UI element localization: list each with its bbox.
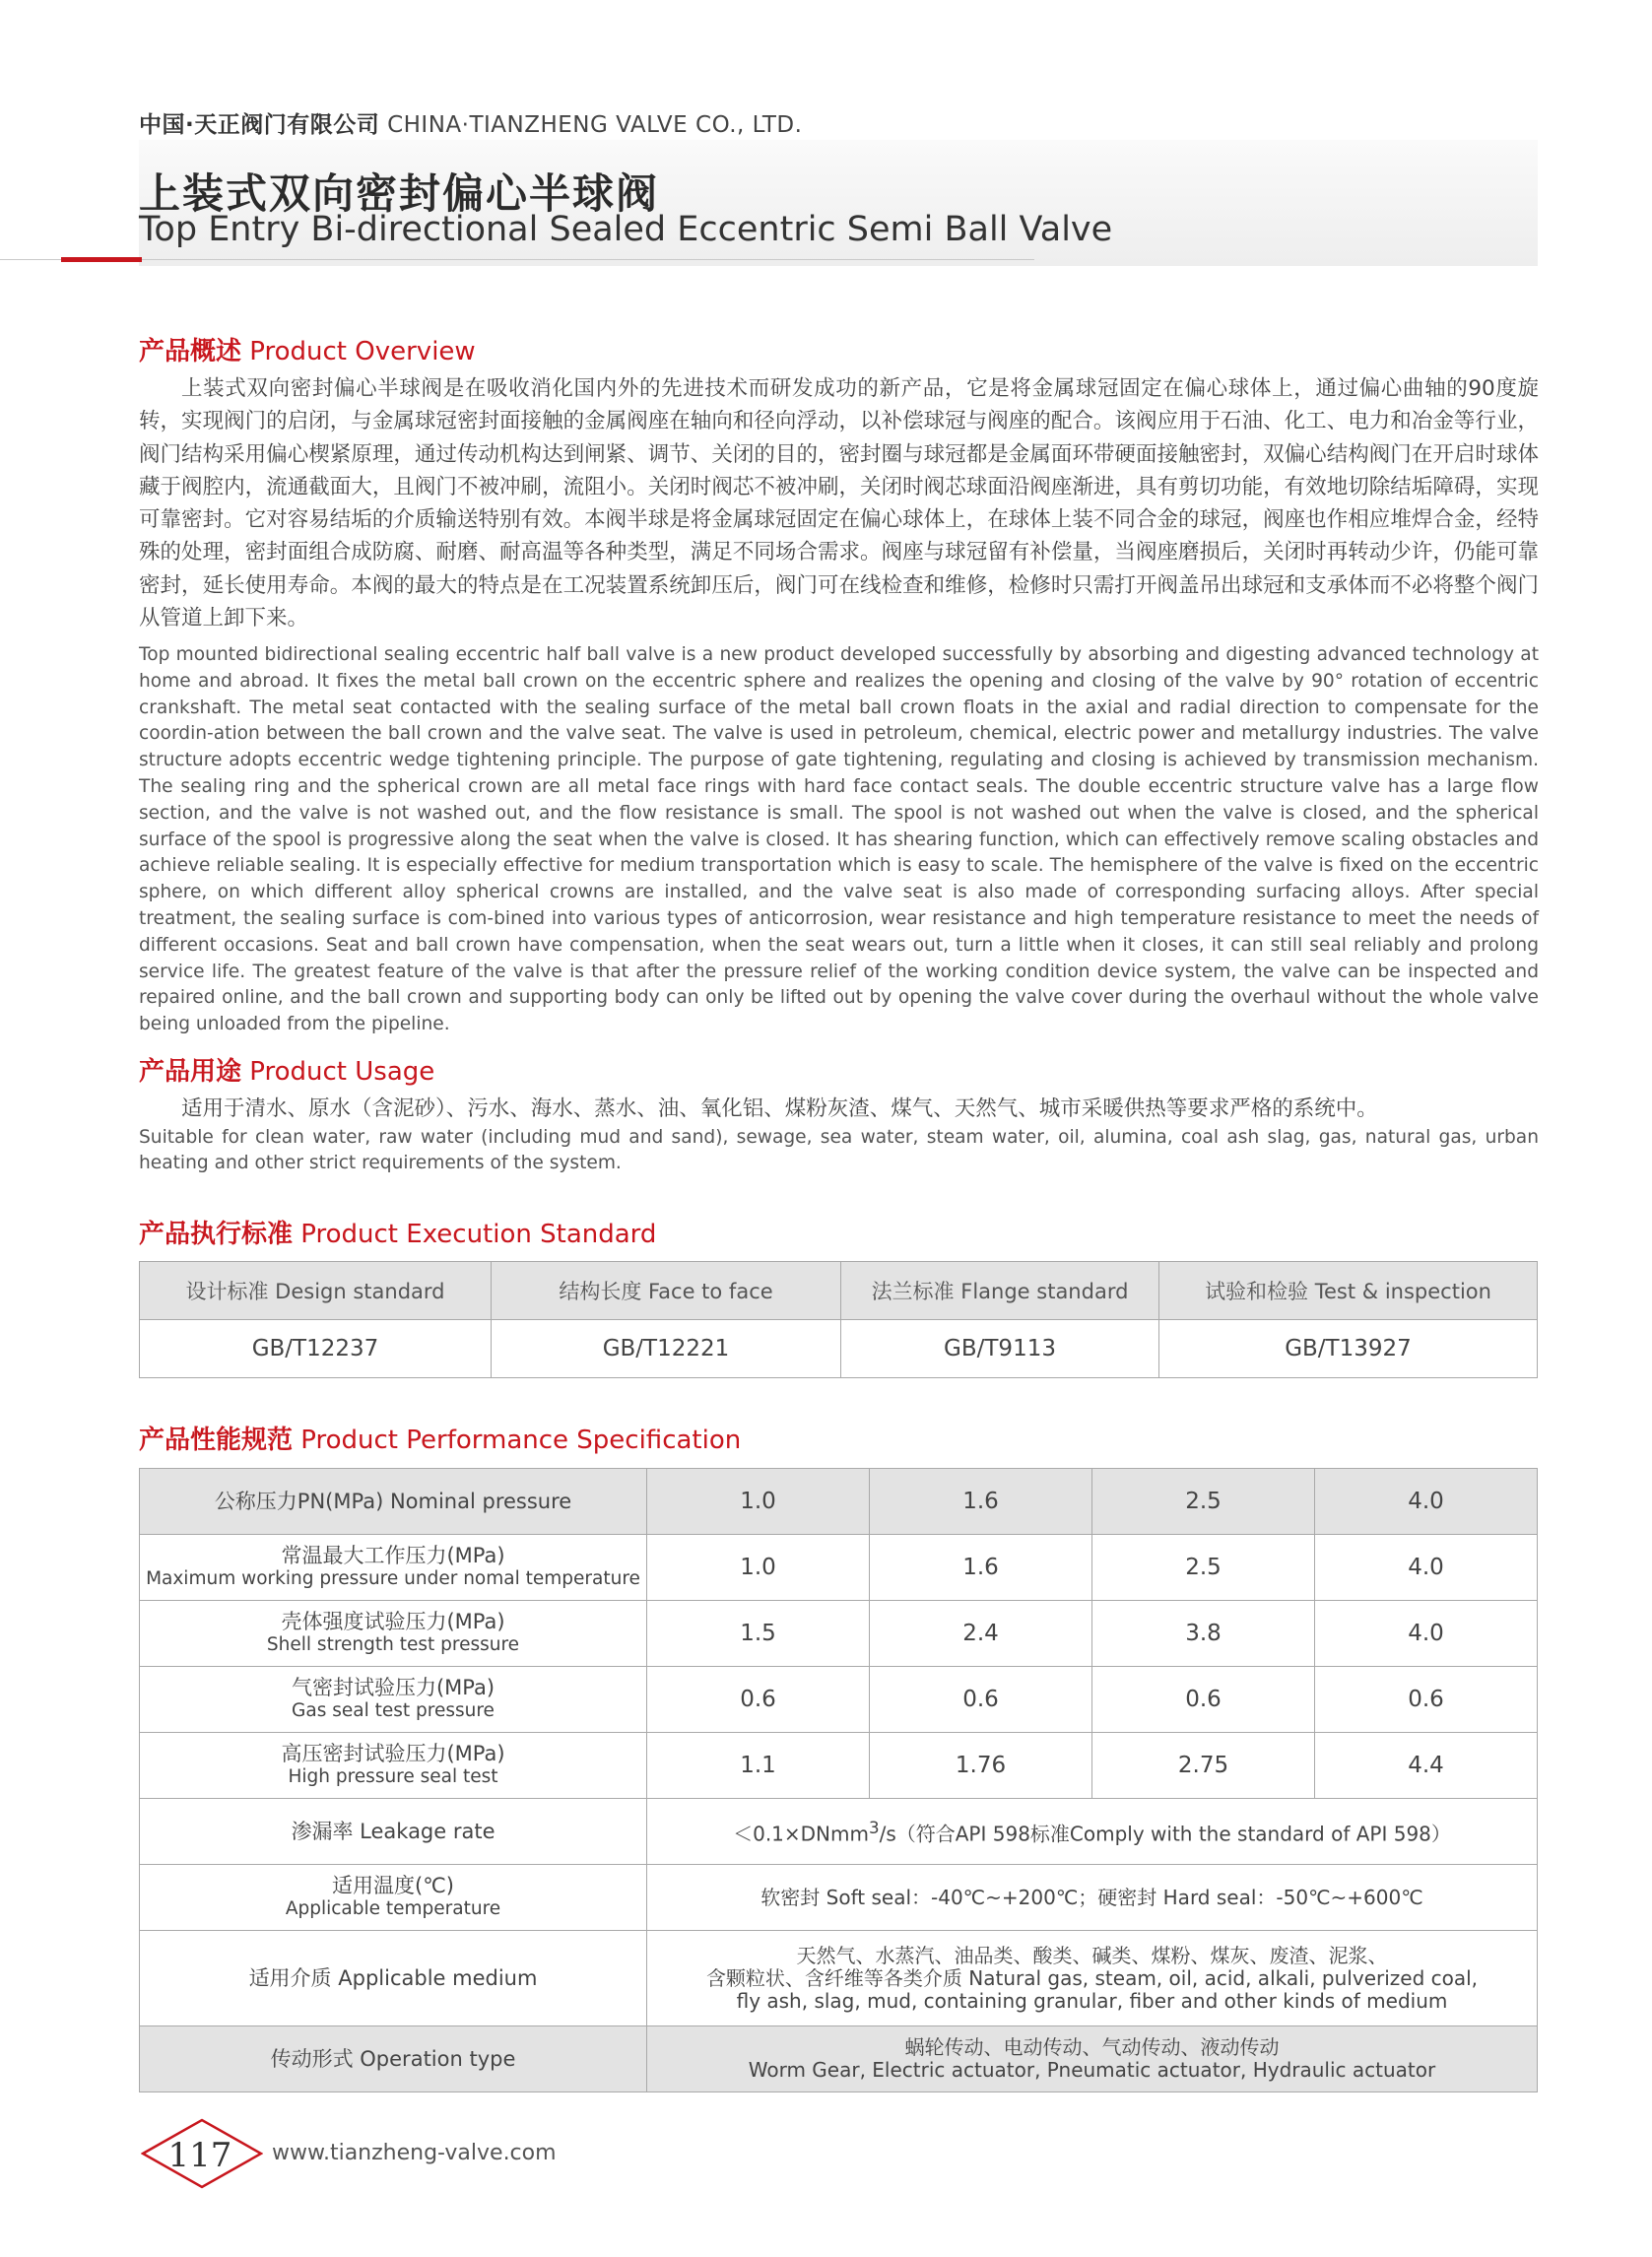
section-title-overview (139, 331, 476, 367)
page-title-cn: 上装式双向密封偏心半球阀 (139, 169, 660, 218)
page-title-en: Top Entry Bi-directional Sealed Eccentric Semi Ball Valve (139, 210, 1113, 249)
value-line: fly ash, slag, mud, containing granular, fiber and other kinds of medium (736, 1988, 1448, 2013)
table-row (140, 1535, 1538, 1601)
table-cell: 4.0 (1315, 1601, 1538, 1667)
company-name (139, 106, 802, 139)
value-line: Worm Gear, Electric actuator, Pneumatic actuator, Hydraulic actuator (748, 2058, 1436, 2082)
table-cell: 0.6 (870, 1667, 1092, 1733)
usage-text-en: Suitable for clean water, raw water (including mud and sand), sewage, sea water, steam water, oil, alumina, coal ash slag, gas, natural gas, urban heating and other strict requirements of the system. (139, 1127, 1539, 1173)
table-cell: 1.6 (870, 1535, 1092, 1601)
label-en: Gas seal test pressure (292, 1700, 495, 1721)
row-label (140, 1469, 647, 1535)
section-title-cn: 产品用途 (139, 1057, 242, 1087)
table-row (140, 1469, 1538, 1535)
table-cell: 2.4 (870, 1601, 1092, 1667)
section-title-cn: 产品性能规范 (139, 1426, 294, 1455)
section-title-en: Product Overview (249, 337, 476, 366)
table-row (140, 1667, 1538, 1733)
label-cn: 壳体强度试验压力(MPa) (281, 1610, 505, 1633)
section-title-cn: 产品概述 (139, 337, 242, 366)
row-label (140, 1535, 647, 1601)
value-line: 蜗轮传动、电动传动、气动传动、液动传动 (904, 2035, 1280, 2059)
table-cell: 4.0 (1315, 1469, 1538, 1535)
value-text: /s（符合API 598标准Comply with the standard of API 598） (879, 1822, 1451, 1846)
table-cell: 1.0 (647, 1535, 870, 1601)
table-cell: 2.5 (1092, 1469, 1315, 1535)
table-cell: GB/T9113 (841, 1320, 1159, 1378)
table-row (140, 1931, 1538, 2026)
leakage-value (647, 1799, 1538, 1865)
header-en: Flange standard (960, 1280, 1129, 1303)
header-en: Face to face (648, 1280, 773, 1303)
table-row (140, 2026, 1538, 2092)
label-en: Leakage rate (360, 1819, 496, 1843)
section-title-en: Product Execution Standard (300, 1220, 657, 1249)
overview-text-en: Top mounted bidirectional sealing eccentric half ball valve is a new product developed successfully by absorbing and digesting advanced technology at home and abroad. It fixes the metal ball crown on the eccentric sphere and realizes the opening and closing of the valve by 90° rotation of eccentric crankshaft. The metal seat contacted with the sealing surface of the metal ball crown floats in the axial and radial direction to compensate for the coordin-ation between the ball crown and the valve seat. The valve is used in petroleum, chemical, electric power and metallurgy industries. The valve structure adopts eccentric wedge tightening principle. The purpose of gate tightening, regulating and closing is achieved by transmission mechanism. The sealing ring and the spherical crown are all metal face rings with hard face contact seals. The double eccentric structure valve has a large flow section, and the valve is not washed out, and the flow resistance is small. The spool is not washed out when the valve is closed, and the spherical surface of the spool is progressive along the seat when the valve is closed. It has shearing function, which can effectively remove scaling obstacles and achieve reliable sealing. It is especially effective for medium transportation which is easy to scale. The hemisphere of the valve is fixed on the eccentric sphere, on which different alloy spherical crowns are installed, and the valve seat is also made of corresponding surfacing alloys. After special treatment, the sealing surface is com-bined into various types of anticorrosion, wear resistance and high temperature resistance to meet the needs of different occasions. Seat and ball crown have compensation, when the seat wears out, turn a little when it closes, it can still seal reliably and prolong service life. The greatest feature of the valve is that after the pressure relief of the working condition device system, the valve can be inspected and repaired online, and the ball crown and supporting body can only be lifted out by opening the valve cover during the overhaul without the whole valve being unloaded from the pipeline. (139, 644, 1539, 1035)
header-accent-bar (61, 257, 142, 262)
table-row (140, 1865, 1538, 1931)
table-header-cell (492, 1262, 841, 1320)
table-cell: 0.6 (1315, 1667, 1538, 1733)
table-cell: 1.5 (647, 1601, 870, 1667)
operation-value (647, 2026, 1538, 2092)
row-label (140, 1667, 647, 1733)
table-cell: GB/T12237 (140, 1320, 492, 1378)
table-header-cell (841, 1262, 1159, 1320)
label-en: Applicable temperature (285, 1898, 501, 1919)
label-cn: 气密封试验压力(MPa) (291, 1676, 496, 1699)
header-cn: 试验和检验 (1205, 1280, 1309, 1303)
header-cn: 设计标准 (185, 1280, 269, 1303)
table-row (140, 1799, 1538, 1865)
section-title-cn: 产品执行标准 (139, 1220, 294, 1249)
table-header-cell (140, 1262, 492, 1320)
header-cn: 法兰标准 (871, 1280, 955, 1303)
table-cell: 2.5 (1092, 1535, 1315, 1601)
label-en: Nominal pressure (389, 1489, 572, 1513)
row-label (140, 2026, 647, 2092)
section-title-standard (139, 1214, 656, 1250)
standard-table (139, 1261, 1538, 1378)
label-cn: 公称压力PN(MPa) (214, 1489, 384, 1513)
row-label (140, 1799, 647, 1865)
value-line: 天然气、水蒸汽、油品类、酸类、碱类、煤粉、煤灰、废渣、泥浆、 (796, 1943, 1388, 1967)
table-cell: GB/T12221 (492, 1320, 841, 1378)
footer-website-link[interactable]: www.tianzheng-valve.com (272, 2141, 557, 2165)
row-label (140, 1931, 647, 2026)
table-cell: 1.6 (870, 1469, 1092, 1535)
table-row (140, 1733, 1538, 1799)
value-text: ＜0.1×DNmm (733, 1822, 869, 1846)
usage-text-cn: 适用于清水、原水（含泥砂）、污水、海水、蒸水、油、氧化铝、煤粉灰渣、煤气、天然气、城市采暖供热等要求严格的系统中。 (181, 1096, 1378, 1121)
table-cell: 4.0 (1315, 1535, 1538, 1601)
table-cell: 1.1 (647, 1733, 870, 1799)
header-divider (0, 259, 1034, 260)
label-en: Applicable medium (338, 1965, 538, 1990)
table-row (140, 1601, 1538, 1667)
section-title-en: Product Performance Specification (300, 1426, 742, 1455)
table-header-cell (1159, 1262, 1538, 1320)
table-cell: GB/T13927 (1159, 1320, 1538, 1378)
table-cell: 1.76 (870, 1733, 1092, 1799)
label-en: Shell strength test pressure (266, 1634, 520, 1655)
label-en: Operation type (360, 2046, 516, 2071)
value-line: 含颗粒状、含纤维等各类介质 Natural gas, steam, oil, acid, alkali, pulverized coal, (705, 1965, 1479, 1990)
row-label (140, 1865, 647, 1931)
row-label (140, 1733, 647, 1799)
overview-text-cn: 上装式双向密封偏心半球阀是在吸收消化国内外的先进技术而研发成功的新产品，它是将金属球冠固定在偏心球体上，通过偏心曲轴的90度旋转，实现阀门的启闭，与金属球冠密封面接触的金属阀座在轴向和径向浮动，以补偿球冠与阀座的配合。该阀应用于石油、化工、电力和冶金等行业，阀门结构采用偏心楔紧原理，通过传动机构达到闸紧、调节、关闭的目的，密封圈与球冠都是金属面环带硬面接触密封，双偏心结构阀门在开启时球体藏于阀腔内，流通截面大，且阀门不被冲刷，流阻小。关闭时阀芯不被冲刷，关闭时阀芯球面沿阀座渐进，具有剪切功能，有效地切除结垢障碍，实现可靠密封。它对容易结垢的介质输送特别有效。本阀半球是将金属球冠固定在偏心球体上，在球体上装不同合金的球冠，阀座也作相应堆焊合金，经特殊的处理，密封面组合成防腐、耐磨、耐高温等各种类型，满足不同场合需求。阀座与球冠留有补偿量，当阀座磨损后，关闭时再转动少许，仍能可靠密封，延长使用寿命。本阀的最大的特点是在工况装置系统卸压后，阀门可在线检查和维修，检修时只需打开阀盖吊出球冠和支承体而不必将整个阀门从管道上卸下来。 (139, 376, 1539, 631)
label-cn: 适用介质 (248, 1965, 332, 1990)
section-title-usage (139, 1051, 434, 1088)
value-superscript: 3 (868, 1819, 880, 1838)
table-cell: 4.4 (1315, 1733, 1538, 1799)
table-cell: 0.6 (1092, 1667, 1315, 1733)
page-number: 117 (167, 2136, 232, 2175)
section-title-en: Product Usage (249, 1057, 435, 1087)
header-en: Design standard (275, 1280, 445, 1303)
company-name-en: CHINA·TIANZHENG VALVE CO., LTD. (387, 112, 803, 138)
label-cn: 渗漏率 (291, 1819, 354, 1843)
label-cn: 常温最大工作压力(MPa) (281, 1544, 505, 1567)
medium-value (647, 1931, 1538, 2026)
label-cn: 传动形式 (270, 2046, 354, 2071)
table-header-row (140, 1262, 1538, 1320)
section-title-performance (139, 1420, 741, 1456)
company-name-cn: 中国·天正阀门有限公司 (139, 112, 380, 138)
row-label (140, 1601, 647, 1667)
label-en: Maximum working pressure under nomal temperature (146, 1568, 640, 1589)
table-row (140, 1320, 1538, 1378)
header-en: Test & inspection (1314, 1280, 1491, 1303)
performance-table (139, 1468, 1538, 2092)
temperature-value: 软密封 Soft seal：-40℃~+200℃；硬密封 Hard seal：-50℃~+600℃ (647, 1865, 1538, 1931)
label-cn: 适用温度(℃) (332, 1874, 454, 1897)
table-cell: 2.75 (1092, 1733, 1315, 1799)
header-cn: 结构长度 (559, 1280, 642, 1303)
table-cell: 3.8 (1092, 1601, 1315, 1667)
label-cn: 高压密封试验压力(MPa) (281, 1742, 505, 1765)
table-cell: 0.6 (647, 1667, 870, 1733)
label-en: High pressure seal test (288, 1766, 498, 1787)
table-cell: 1.0 (647, 1469, 870, 1535)
